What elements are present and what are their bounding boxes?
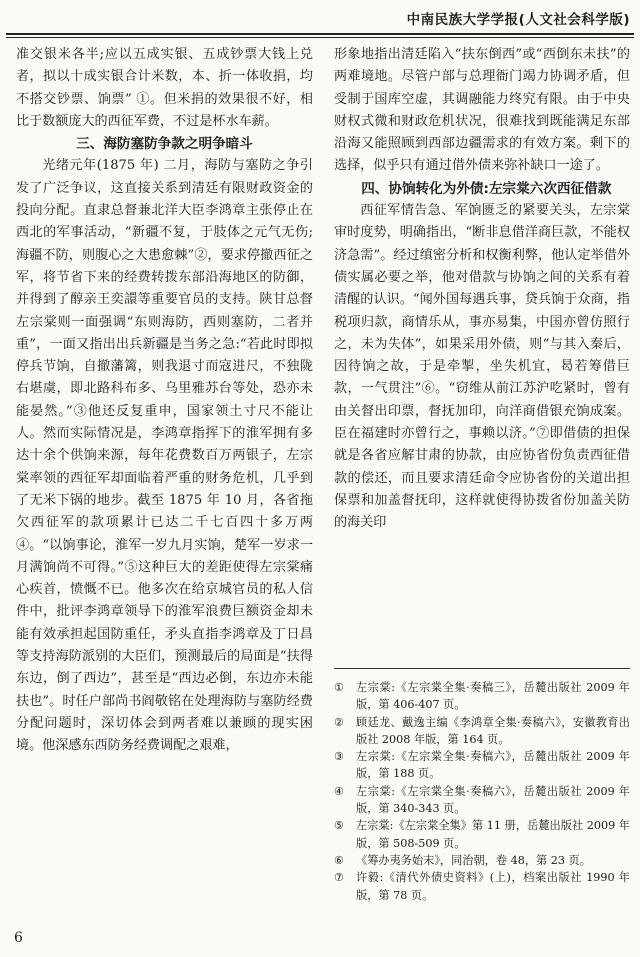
right-column <box>334 44 630 535</box>
footnote-number: ③ <box>334 750 345 764</box>
left-column <box>16 44 313 758</box>
footnote <box>334 817 630 852</box>
paragraph-continued: 准交银米各半;应以五成实银、五成钞票大钱上兑者，拟以十成实银合计米数，本、折一体收捐，均不搭交钞票、饷票” ①。但米捐的效果很不好，相比于数额庞大的西征军费，不过是杯水车薪。 <box>16 47 313 129</box>
paragraph-loans: 西征军情告急、军饷匮乏的紧要关头，左宗棠审时度势，明确指出，“断非息借洋商巨款，不能权济急需”。经过缜密分析和权衡利弊，他认定举借外债实属必要之举，他对借款与协饷之间的关系有着清醒的认识。“闻外国每遇兵事，贷兵饷于众商，指税项归款，商情乐从，事亦易集，中国亦曾仿照行之，未为失体”，如果采用外债，则“与其入秦后，因待饷之故，于是牵掣，坐失机宜，曷若筹借巨款，一气贯注”⑥。“窃维从前江苏沪吃紧时，曾有由关督出印票，督抚加印，向洋商借银充饷成案。臣在福建时亦曾行之，事赖以济。”⑦即借债的担保就是各省应解甘肃的协款，由应协省份负责西征借款的偿还，而且要求清廷命令应协省份的关道出担保票和加盖督抚印，这样就使得协拨省份加盖关防的海关印 <box>334 203 630 531</box>
footnote-text: 许毅:《清代外债史资料》(上)，档案出版社 1990 年版，第 78 页。 <box>356 871 630 902</box>
paragraph-1875: 光绪元年(1875 年) 二月，海防与塞防之争引发了广泛争议，这直接关系到清廷有限财政资金的投向分配。直隶总督兼北洋大臣李鸿章主张停止在西北的军事活动，“新疆不复，于肢体之元气无伤;海疆不防，则腹心之大患愈棘”②，要求停撤西征之军，将节省下来的经费转拨东部沿海地区的防御，并得到了醇亲王奕譞等重要官员的支持。陕甘总督左宗棠则一面强调“东则海防，西则塞防，二者并重”，一面又指出出兵新疆是当务之急:“若此时即拟停兵节饷，自撤藩篱，则我退寸而寇进尺，不独陇右堪虞，即北路科布多、乌里雅苏台等处，恐亦未能晏然。”③他还反复重申，国家领土寸尺不能让人。然而实际情况是，李鸿章指挥下的淮军拥有多达十余个供饷来源，每年花费数百万两银子，左宗棠率领的西征军却面临着严重的财务危机，几乎到了无米下锅的地步。截至 1875 年 10 月，各省拖欠西征军的款项累计已达二千七百四十多万两④。“以饷事论，淮军一岁九月实饷，楚军一岁求一月满饷尚不可得。”⑤这种巨大的差距使得左宗棠痛心疾首，愤慨不已。他多次在给京城官员的私人信件中，批评李鸿章领导下的淮军浪费巨额资金却未能有效承担起国防重任，矛头直指李鸿章及丁日昌等支持海防派别的大臣们，预测最后的局面是“扶得东边，倒了西边”，甚至是“西边必倒，东边亦未能扶也”。时任户部尚书阎敬铭在处理海防与塞防经费分配问题时，深切体会到两者难以兼顾的现实困境。他深感东西防务经费调配之艰难， <box>16 158 313 754</box>
footnote-text: 顾廷龙、戴逸主编《李鸿章全集·奏稿六》，安徽教育出版社 2008 年版，第 164 页。 <box>356 715 630 746</box>
footnotes <box>334 668 630 904</box>
footnote <box>334 748 630 783</box>
footnote <box>334 783 630 818</box>
header-rule-thin <box>6 37 634 38</box>
footnote <box>334 714 630 749</box>
footnote-number: ⑥ <box>334 853 345 867</box>
footnote-rule <box>334 668 630 669</box>
header-rule-thick <box>6 33 634 35</box>
footnote-number: ④ <box>334 784 345 798</box>
footnote-number: ⑦ <box>334 871 345 885</box>
section-heading-3: 三、海防塞防争款之明争暗斗 <box>76 136 253 153</box>
footnote <box>334 679 630 714</box>
footnote-number: ① <box>334 681 345 694</box>
paragraph-continued-right: 形象地指出清廷陷入“扶东倒西”或“西倒东未扶”的两难境地。尽管户部与总理衙门竭力协调矛盾，但受制于国库空虚，其调融能力终究有限。由于中央财权式微和财政危机状况，很难找到既能满足东部沿海又能照顾到西部边疆需求的有效方案。剩下的选择，似乎只有通过借外债来弥补缺口一途了。 <box>334 47 630 174</box>
journal-title: 中南民族大学学报(人文社会科学版) <box>406 12 630 28</box>
footnote-text: 左宗棠:《左宗棠全集·奏稿三》，岳麓出版社 2009 年版，第 406-407 页。 <box>356 681 630 712</box>
page-header <box>0 0 640 36</box>
footnote <box>334 869 630 904</box>
footnote-number: ⑤ <box>334 819 345 833</box>
footnote <box>334 852 630 869</box>
footnote-text: 左宗棠:《左宗棠全集》第 11 册，岳麓出版社 2009 年版，第 508-509 页。 <box>356 819 630 850</box>
page-number: 6 <box>14 930 23 946</box>
footnote-text: 《筹办夷务始末》，同治朝，卷 48，第 23 页。 <box>356 853 591 867</box>
footnote-text: 左宗棠:《左宗棠全集·奏稿六》，岳麓出版社 2009 年版，第 340-343 页。 <box>356 784 630 816</box>
section-heading-4: 四、协饷转化为外债:左宗棠六次西征借款 <box>361 180 612 197</box>
footnote-number: ② <box>334 715 345 729</box>
footnote-text: 左宗棠:《左宗棠全集·奏稿六》，岳麓出版社 2009 年版，第 188 页。 <box>356 750 630 781</box>
